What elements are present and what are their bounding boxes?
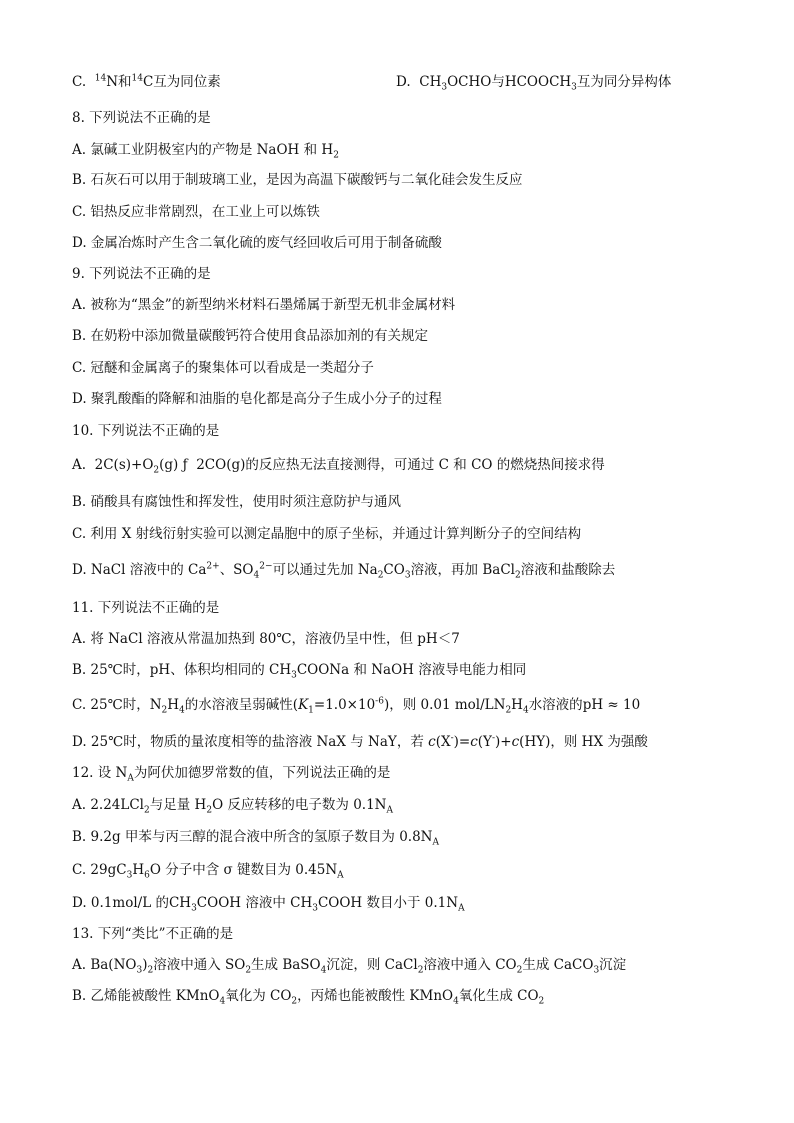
option-8c: C. 铝热反应非常剧烈，在工业上可以炼铁 — [72, 204, 320, 220]
question-9-stem: 9. 下列说法不正确的是 — [72, 266, 211, 282]
option-8a: A. 氯碱工业阴极室内的产物是 NaOH 和 $H_2$ — [72, 142, 339, 161]
option-10b: B. 硝酸具有腐蚀性和挥发性，使用时须注意防护与通风 — [72, 494, 402, 510]
option-9a: A. 被称为“黑金”的新型纳米材料石墨烯属于新型无机非金属材料 — [72, 297, 456, 313]
option-12d: D. 0.1mol/L 的$CH_3COOH$ 溶液中 $CH_3COOH$ 数目小于 $0.1N_A$ — [72, 895, 465, 914]
option-12c: C. $29gC_3H_6O$ 分子中含 σ 键数目为 $0.45N_A$ — [72, 862, 344, 881]
option-7d: D. $CH_3OCHO$与$HCOOCH_3$互为同分异构体 — [396, 74, 672, 93]
option-13a: A. $Ba(NO_3)_2$溶液中通入 $SO_2$生成 BaSO$_4$沉淀，则 CaCl$_2$溶液中通入 $CO_2$生成 CaCO$_3$沉淀 — [72, 957, 627, 976]
option-9c: C. 冠醚和金属离子的聚集体可以看成是一类超分子 — [72, 360, 374, 376]
option-11a: A. 将 NaCl 溶液从常温加热到 80℃，溶液仍呈中性，但 pH＜7 — [72, 631, 460, 647]
option-7c: C. $^{14}$N和$^{14}$C互为同位素 — [72, 73, 221, 90]
option-10a: A. $2C(s)+O_2(g)$ ƒ 2CO(g)的反应热无法直接测得，可通过 C 和 CO 的燃烧热间接求得 — [72, 457, 605, 476]
question-11-stem: 11. 下列说法不正确的是 — [72, 600, 220, 616]
option-13b: B. 乙烯能被酸性 KMnO$_4$氧化为 $CO_2$，丙烯也能被酸性 KMnO$_4$氧化生成 $CO_2$ — [72, 988, 545, 1007]
option-9b: B. 在奶粉中添加微量碳酸钙符合使用食品添加剂的有关规定 — [72, 328, 429, 344]
option-11c: C. 25℃时，$N_2H_4$的水溶液呈弱碱性$(K_1=1.0\times 10^{-6})$，则 0.01 mol/$LN_2H_4$水溶液的pH ≈ 10 — [72, 696, 641, 716]
question-10-stem: 10. 下列说法不正确的是 — [72, 423, 220, 439]
option-8b: B. 石灰石可以用于制玻璃工业，是因为高温下碳酸钙与二氧化硅会发生反应 — [72, 172, 523, 188]
option-8d: D. 金属冶炼时产生含二氧化硫的废气经回收后可用于制备硫酸 — [72, 235, 442, 251]
option-12a: A. 2.24LCl$_2$与足量 $H_2O$ 反应转移的电子数为 $0.1N_A$ — [72, 797, 393, 816]
question-8-stem: 8. 下列说法不正确的是 — [72, 110, 211, 126]
question-13-stem: 13. 下列“类比”不正确的是 — [72, 926, 234, 942]
option-11d: D. 25℃时，物质的量浓度相等的盐溶液 NaX 与 NaY，若 c(X-)=c(Y-)+c(HY)，则 HX 为强酸 — [72, 733, 648, 750]
option-11b: B. 25℃时，pH、体积均相同的 $CH_3COONa$ 和 NaOH 溶液导电能力相同 — [72, 662, 527, 681]
option-10c: C. 利用 X 射线衍射实验可以测定晶胞中的原子坐标，并通过计算判断分子的空间结构 — [72, 526, 582, 542]
option-9d: D. 聚乳酸酯的降解和油脂的皂化都是高分子生成小分子的过程 — [72, 391, 442, 407]
option-12b: B. 9.2g 甲苯与丙三醇的混合液中所含的氢原子数目为 $0.8N_A$ — [72, 829, 439, 848]
option-10d: D. NaCl 溶液中的 $Ca^{2+}$、$SO_4^{2-}$可以通过先加 $Na_2CO_3$溶液，再加 BaCl$_2$溶液和盐酸除去 — [72, 561, 616, 581]
question-12-stem: 12. 设 $N_A$为阿伏加德罗常数的值，下列说法正确的是 — [72, 765, 391, 784]
